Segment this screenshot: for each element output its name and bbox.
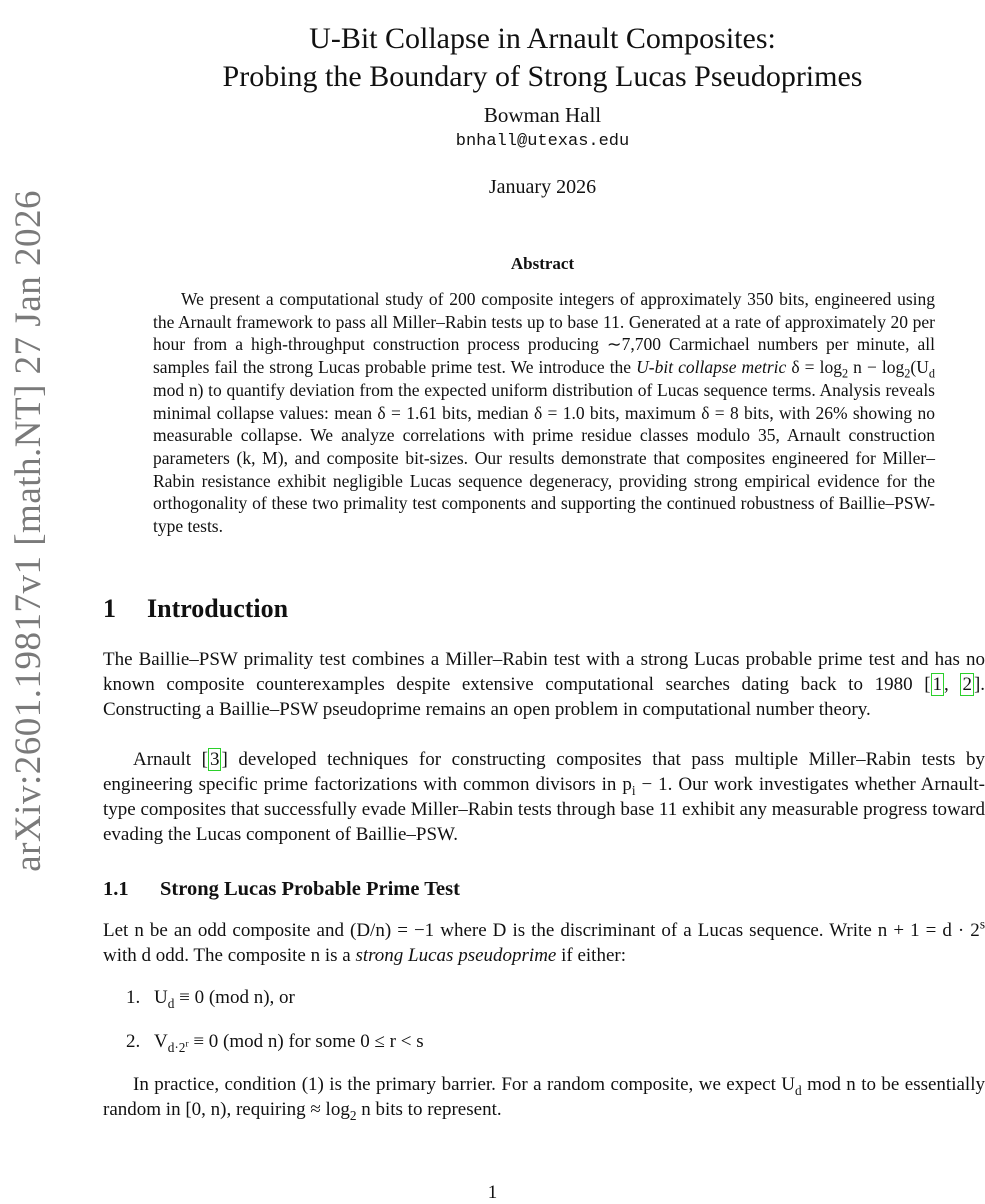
intro-paragraph-2: Arnault [ 3 ] developed techniques for constructing composites that pass multiple Miller–Rabin tests by engineering specific prime factorizations with common divisors in $p_i - 1$. Our work investigates whether Arnault-type composites that successfully evade Miller–Rabin tests through base 11 exhibit any measurable progress toward evading the Lucas component of Baillie–PSW.: [103, 749, 985, 845]
citation-link-3[interactable]: 3: [209, 749, 220, 770]
intro-paragraph-1: The Baillie–PSW primality test combines a Miller–Rabin test with a strong Lucas probable prime test and has no known composite counterexamples despite extensive computational searches dating back to 1980 [ 1 , 2 ]. Constructing a Baillie–PSW pseudoprime remains an open problem in computational number theory.: [103, 649, 985, 720]
condition-item-1: 1. $U_d \equiv 0$ (mod n), or: [126, 987, 295, 1011]
abstract-text: We present a computational study of 200 composite integers of approximately 350 bits, engineered using the Arnault framework to pass all Miller–Rabin tests up to base 11. Generated at a rate of approximately 20 per hour from a high-throughput construction process producing ∼7,700 Carmichael numbers per minute, all samples fail the strong Lucas probable prime test. We introduce the U-bit collapse metric $\delta = \log_2 n - \log_2(U_d$ mod n) to quantify deviation from the expected uniform distribution of Lucas sequence terms. Analysis reveals minimal collapse values: mean δ = 1.61 bits, median δ = 1.0 bits, maximum δ = 8 bits, with 26% showing no measurable collapse. We analyze correlations with prime residue classes modulo 35, Arnault construction parameters (k, M), and composite bit-sizes. Our results demonstrate that composites engineered for Miller–Rabin resistance exhibit negligible Lucas sequence degeneracy, providing strong empirical evidence for the orthogonality of these two primality test components and supporting the continued robustness of Baillie–PSW-type tests.: [153, 289, 936, 537]
paper-date: January 2026: [488, 176, 597, 198]
practice-paragraph: In practice, condition (1) is the primary barrier. For a random composite, we expect $U_d$ mod n to be essentially random in [0, n), requiring ≈ $\log_2 n$ bits to represent.: [103, 1074, 985, 1123]
abstract-heading: Abstract: [510, 254, 575, 273]
citation-link-2[interactable]: 2: [962, 674, 972, 695]
subsection-heading-lucas-test: 1.1 Strong Lucas Probable Prime Test: [103, 878, 460, 900]
title-line-1: U-Bit Collapse in Arnault Composites:: [309, 22, 776, 56]
arxiv-side-stamp: arXiv:2601.19817v1 [math.NT] 27 Jan 2026: [8, 190, 49, 872]
title-line-2: Probing the Boundary of Strong Lucas Pseudoprimes: [222, 60, 863, 94]
citation-link-1[interactable]: 1: [932, 674, 943, 695]
lucas-definition-paragraph: Let n be an odd composite and (D/n) = −1 where D is the discriminant of a Lucas sequence. Write $n + 1 = d \cdot 2^s$ with d odd. The composite n is a strong Lucas pseudoprime if either:: [103, 916, 985, 966]
author-name: Bowman Hall: [483, 103, 602, 127]
section-heading-introduction: 1 Introduction: [103, 594, 289, 623]
condition-item-2: 2. $V_{d\cdot 2^r} \equiv 0$ (mod n) for some 0 ≤ r < s: [126, 1031, 424, 1055]
paper-title: [100, 20, 985, 96]
page-number: 1: [487, 1182, 498, 1203]
author-email[interactable]: bnhall@utexas.edu: [455, 132, 630, 151]
